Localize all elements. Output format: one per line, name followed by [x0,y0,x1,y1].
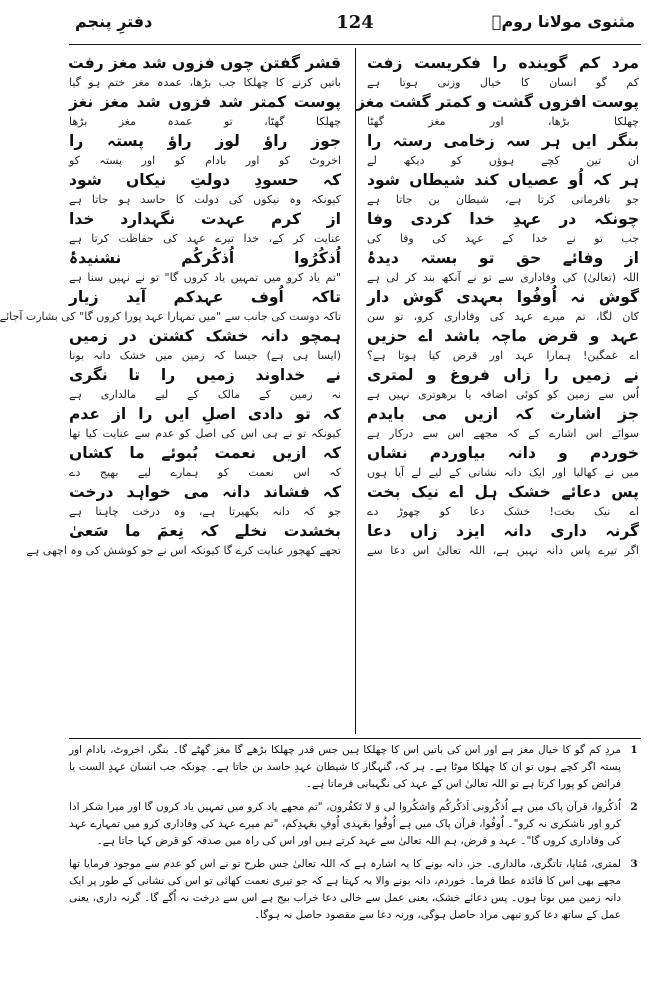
footnote [69,742,641,793]
translation-line: اخروٹ کو اور بادام کو اور پستہ کو [69,154,341,167]
verse-line: بخشدت نخلے کہ نِعمَ ما سَعیٰ [69,522,341,540]
translation-line: تاکہ دوست کی جانب سے "میں تمہارا عہد پورا کروں گا" کی بشارت آجائے [0,310,341,323]
couplet [367,403,639,442]
couplet [367,286,639,325]
footnote-text: اُذکُروا، قرآن پاک میں ہے اُذکُرونی اَذکُرکُم وَاشکُروا لی وَ لا تَکفُرون، "تم مجھے یاد کرو میں تمہیں یاد کروں گا اور میرا شکر ادا کرو اور ناشکری نہ کرو"۔ اُوفُوا، قرآن پاک میں ہے اُوفُوا بعَہدی اُوفِ بعَہدِکم، "تم میرے عہد کی وفاداری کرو میں تمہارے عہد کی وفاداری کروں گا"۔ عہد و قرض، ہم اللہ تعالیٰ سے عہد کرتے ہیں اور اس کی راہ میں صدقہ کو قرض کہا جاتا ہے۔ [69,801,621,847]
footnote-number: 2 [630,801,638,813]
couplet [69,247,341,286]
page-header [69,12,641,38]
verse-line: کہ حسودِ دولتِ نیکاں شود [69,171,341,189]
couplet [367,364,639,403]
translation-line: اللہ (تعالیٰ) کی وفاداری سے تو نے آنکھ بند کر لی ہے [367,271,639,284]
footnote-rule [69,738,641,739]
couplet [367,442,639,481]
verse-line: کہ فشاند دانہ می خواہد درخت [69,483,341,501]
verse-line: عہد و قرض ماچہ باشد اے حزیں [367,327,639,345]
couplet [367,130,639,169]
verse-line: تاکہ اُوف عہدکم آید زیار [69,288,341,306]
couplet [367,208,639,247]
couplet [69,403,341,442]
couplet [69,442,341,481]
verse-line: نے خداوند زمیں را تا نگری [69,366,341,384]
footnote-number: 1 [630,744,638,756]
verse-line: جوز راؤ لوز راؤ پستہ را [69,132,341,150]
verse-line: بنگر ایں ہر سہ زخامی رستہ را [367,132,639,150]
translation-line: باتیں کرنے کا چھلکا جب بڑھا، عمدہ مغز ختم ہو گیا [69,76,341,89]
couplet [367,52,639,91]
couplet [69,169,341,208]
column-divider [355,48,356,734]
verse-line: اُذکُرُوا اُذکُرکُم نشنیدۂ [69,249,341,267]
verse-line: کہ تو دادی اصلِ ایں را از عدم [69,405,341,423]
translation-line: کان لگا، تم میرے عہد کی وفاداری کرو، تو سن [367,310,639,323]
translation-line: جب تو نے خدا کے عہد کی وفا کی [367,232,639,245]
verse-line: پس دعائے خشک ہل اے نیک بخت [367,483,639,501]
couplet [69,208,341,247]
couplet [69,325,341,364]
verse-line: پوست کمتر شد فزوں شد مغز نغز [69,93,341,111]
volume-title: دفترِ پنجم [75,12,153,31]
verse-line: پوست افزوں گشت و کمتر گشت مغز [356,93,639,111]
couplet [367,520,639,559]
verse-line: ہر کہ اُو عصیاں کند شیطاں شود [367,171,639,189]
couplet [367,325,639,364]
translation-line: میں نے کھالیا اور ایک دانہ نشانی کے لیے لے آیا ہوں [367,466,639,479]
translation-line: (ایسا ہی ہے) جیسا کہ زمین میں خشک دانہ بونا [69,349,341,362]
translation-line: کیونکہ وہ نیکوں کی دولت کا حاسد ہو جاتا ہے [69,193,341,206]
footnote-text: لمتری، مُتاپا، تاتگری، مالداری۔ جز، دانہ بونے کا یہ اشارہ ہے کہ اللہ تعالیٰ جس طرح تو نے اس کو عدم سے موجود فرمایا تھا مجھے بھی اس کا فائدہ عطا فرما۔ خوردم، دانہ بونے والا یہ کہتا ہے کہ جو تیری نعمت کھائی تو اس کی نشانی کے طور پر ایک دانہ زمین میں بوتا ہوں۔ پس دعائے خشک، یعنی عمل سے خالی دعا خراب بیج ہے اس سے درخت نہ اُگے گا۔ گرنہ داری، یعنی عمل کے ساتھ دعا کرو تبھی مراد حاصل ہوگی، ورنہ دعا سے مقصود حاصل نہ ہوگا۔ [69,858,621,921]
verse-line: از وفائے حق تو بستہ دیدۂ [367,249,639,267]
footnote [69,856,641,924]
couplet [26,520,341,559]
translation-line: اُس سے زمین کو کوئی اضافہ یا برھوتری نہیں ہے [367,388,639,401]
couplet [69,52,341,91]
couplet [367,247,639,286]
translation-line: کم گو انسان کا خیال وزنی ہوتا ہے [367,76,639,89]
verse-line: جز اشارت کہ ازیں می بایدم [367,405,639,423]
header-rule [69,44,641,45]
couplet [69,91,341,130]
translation-line: اے غمگین! ہمارا عہد اور قرض کیا ہوتا ہے؟ [367,349,639,362]
footnotes [69,742,641,984]
book-title: مثنوی مولانا رومؒ [491,12,635,31]
translation-line: تجھے کھجور عنایت کرے گا کیونکہ اس نے جو کوشش کی وہ اچھی ہے [26,544,341,557]
verse-line: گوش نہ اُوفُوا بعہدی گوش دار [367,288,639,306]
verse-line: گرنہ داری دانہ ایزد زاں دعا [367,522,639,540]
translation-line: چھلکا گھٹا، تو عمدہ مغز بڑھا [69,115,341,128]
translation-line: اے نیک بخت! خشک دعا کو چھوڑ دے [367,505,639,518]
couplet [69,481,341,520]
translation-line: نہ زمین کے مالک کے لیے مالداری ہے [69,388,341,401]
verse-line: نے زمیں را زاں فروغ و لمتری [367,366,639,384]
couplet [367,481,639,520]
translation-line: جو کہ دانہ بکھیرتا ہے، وہ درخت چاہتا ہے [69,505,341,518]
footnote-number: 3 [630,858,638,870]
translation-line: کہ اس نعمت کو ہمارے لیے بھیج دے [69,466,341,479]
left-column [0,52,341,732]
couplet [69,130,341,169]
verse-line: کہ ازیں نعمت بُبوئے ما کشاں [69,444,341,462]
couplet [0,286,341,325]
verse-line: ہمچو دانہ خشک کشتن در زمیں [69,327,341,345]
translation-line: سوائے اس اشارے کے کہ مجھے اس سے درکار ہے [367,427,639,440]
verse-line: خوردم و دانہ بیاوردم نشاں [367,444,639,462]
translation-line: کیونکہ تو نے ہی اس کی اصل کو عدم سے عنایت کیا تھا [69,427,341,440]
page-number: 124 [336,12,374,33]
footnote-text: مردِ کم گو کا خیال مغز ہے اور اس کی باتیں اس کا چھلکا ہیں جس قدر چھلکا بڑھے گا مغز گھٹے گا۔ بنگر، اخروٹ، بادام اور پستہ اگر کچے ہوں تو ان کا چھلکا موٹا ہے۔ ہر کہ، گنہگار کا شیطان عہدِ حاسد بن جاتا ہے۔ چونکہ جب انسان عہدِ الست یا فرائض کو پورا کرتا ہے تو اللہ تعالیٰ اس کے عہد کی نگہبانی فرماتا ہے۔ [69,744,621,790]
translation-line: "تم یاد کرو میں تمہیں یاد کروں گا" تو نے نہیں سنا ہے [69,271,341,284]
couplet [367,169,639,208]
translation-line: ان تین کچے ہوؤں کو دیکھ لے [367,154,639,167]
verse-line: قشر گفتن چوں فزوں شد مغز رفت [68,54,341,72]
translation-line: اگر تیرے پاس دانہ نہیں ہے، اللہ تعالیٰ اس دعا سے [367,544,639,557]
translation-line: جو نافرمانی کرتا ہے، شیطان بن جاتا ہے [367,193,639,206]
translation-line: عنایت کر کے، خدا تیرے عہد کی حفاظت کرتا ہے [69,232,341,245]
couplet [69,364,341,403]
verse-line: چونکہ در عہدِ خدا کردی وفا [367,210,639,228]
verse-line: مرد کم گوینده را فکریست زفت [367,54,639,72]
couplet [356,91,639,130]
right-column [356,52,639,732]
footnote [69,799,641,850]
verse-line: از کرم عہدت نگہدارد خدا [69,210,341,228]
translation-line: چھلکا بڑھا، اور مغز گھٹا [367,115,639,128]
